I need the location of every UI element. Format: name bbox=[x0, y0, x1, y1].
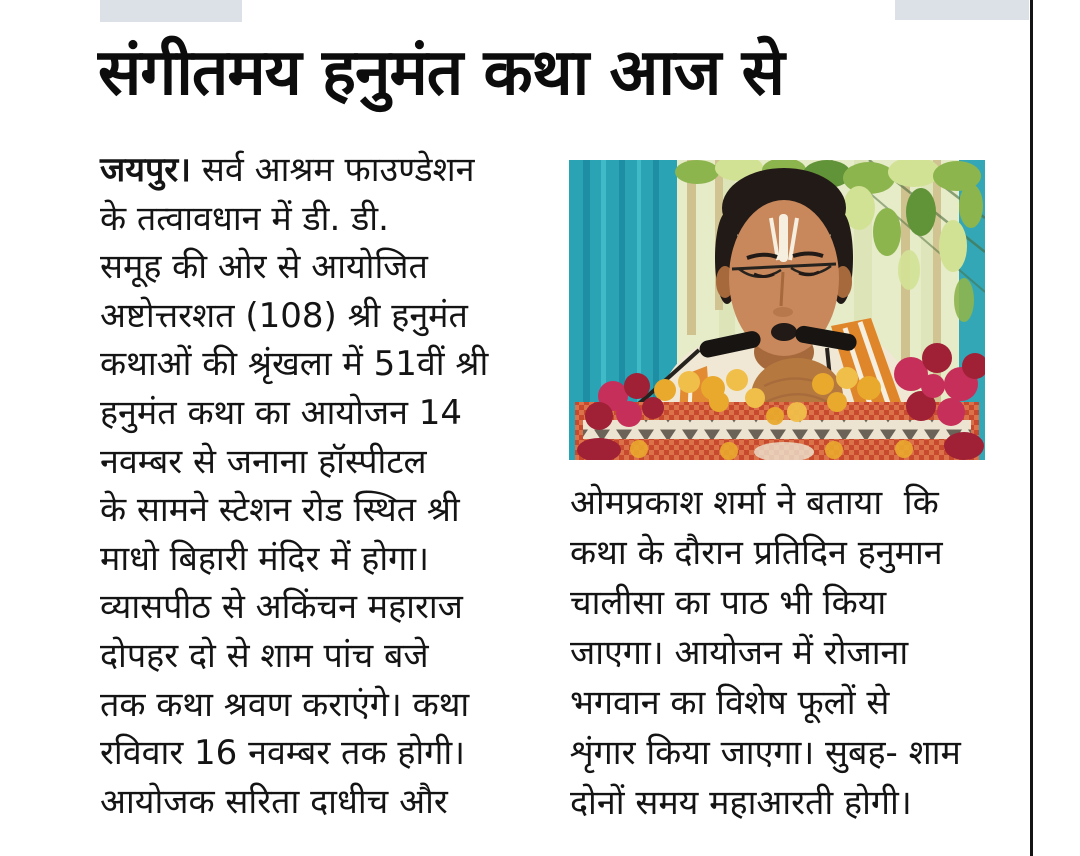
lead-text: सर्व आश्रम फाउण्डेशन bbox=[191, 150, 475, 190]
article-line bbox=[100, 146, 545, 195]
article-line: भगवान का विशेष फूलों से bbox=[570, 683, 890, 723]
right-column bbox=[570, 478, 1032, 828]
article-line: ओमप्रकाश शर्मा ने बताया कि bbox=[570, 483, 939, 523]
article-line: के तत्वावधान में डी. डी. bbox=[100, 198, 389, 239]
headline: संगीतमय हनुमंत कथा आज से bbox=[98, 36, 784, 110]
article-line: अष्टोत्तरशत (108) श्री हनुमंत bbox=[100, 295, 468, 336]
article-line: समूह की ओर से आयोजित bbox=[100, 247, 428, 288]
article-line: शृंगार किया जाएगा। सुबह- शाम bbox=[570, 733, 961, 773]
article-line: दोपहर दो से शाम पांच बजे bbox=[100, 635, 429, 676]
article-line: कथाओं की श्रृंखला में 51वीं श्री bbox=[100, 344, 489, 385]
left-column bbox=[100, 146, 545, 826]
scan-artifact-left bbox=[100, 0, 242, 22]
article-line: तक कथा श्रवण कराएंगे। कथा bbox=[100, 684, 470, 725]
article-photo bbox=[569, 160, 985, 460]
article-line: हनुमंत कथा का आयोजन 14 bbox=[100, 392, 463, 433]
article-line: कथा के दौरान प्रतिदिन हनुमान bbox=[570, 533, 943, 573]
article-line: चालीसा का पाठ भी किया bbox=[570, 583, 887, 623]
article-line: व्यासपीठ से अकिंचन महाराज bbox=[100, 587, 463, 628]
article-line: के सामने स्टेशन रोड स्थित श्री bbox=[100, 490, 460, 531]
dateline: जयपुर। bbox=[100, 150, 192, 190]
article-line: जाएगा। आयोजन में रोजाना bbox=[570, 633, 909, 673]
article-line: दोनों समय महाआरती होगी। bbox=[570, 783, 912, 823]
scan-artifact-right bbox=[895, 0, 1029, 20]
article-line: माधो बिहारी मंदिर में होगा। bbox=[100, 538, 429, 579]
article-line: रविवार 16 नवम्बर तक होगी। bbox=[100, 733, 466, 774]
article-line: नवम्बर से जनाना हॉस्पीटल bbox=[100, 441, 427, 482]
article-line: आयोजक सरिता दाधीच और bbox=[100, 781, 448, 822]
